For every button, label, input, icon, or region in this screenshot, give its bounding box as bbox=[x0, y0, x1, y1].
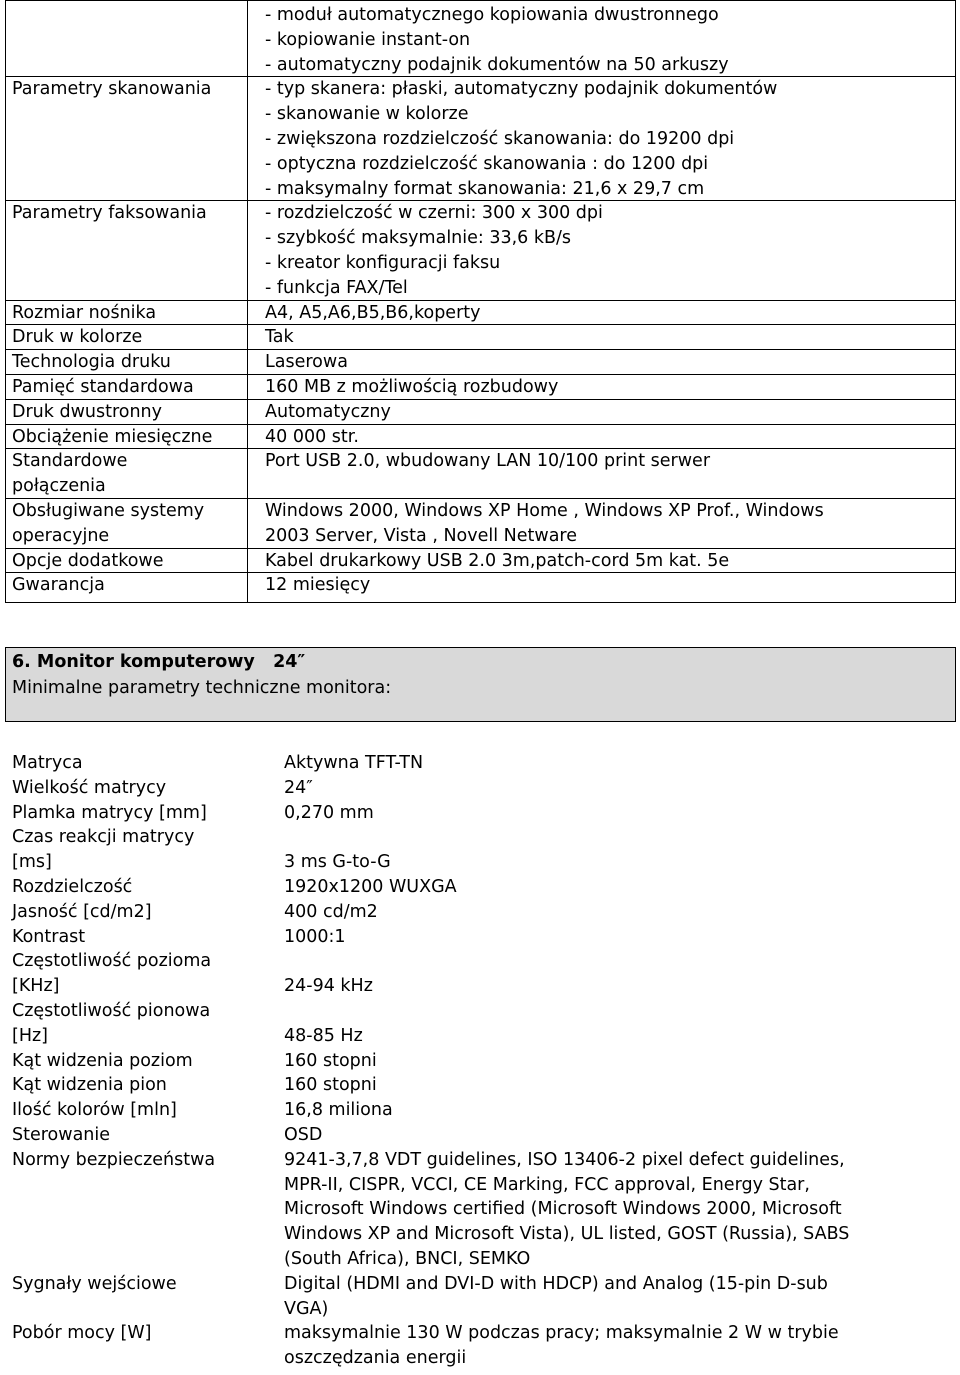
row-label: Gwarancja bbox=[12, 575, 105, 596]
row-value: Tak bbox=[265, 327, 294, 348]
row-value: - kopiowanie instant-on bbox=[265, 29, 471, 50]
row-value: - moduł automatycznego kopiowania dwustronnego bbox=[265, 5, 719, 25]
row-label: Obsługiwane systemy bbox=[12, 501, 205, 521]
row-value: - kreator konfiguracji faksu bbox=[265, 253, 501, 273]
spec-value: 24″ bbox=[284, 777, 313, 798]
row-value: - szybkość maksymalnie: 33,6 kB/s bbox=[265, 228, 572, 249]
row-value: Windows 2000, Windows XP Home , Windows XP Prof., Windows bbox=[265, 501, 824, 521]
spec-value: OSD bbox=[284, 1125, 323, 1145]
spec-label: Częstotliwość pionowa bbox=[12, 1001, 211, 1021]
spec-label: Plamka matrycy [mm] bbox=[12, 802, 207, 823]
row-value: - rozdzielczość w czerni: 300 x 300 dpi bbox=[265, 203, 603, 224]
spec-value: 48-85 Hz bbox=[284, 1025, 363, 1046]
row-label: Druk w kolorze bbox=[12, 327, 143, 348]
row-value: - zwiększona rozdzielczość skanowania: do 19200 dpi bbox=[265, 129, 735, 149]
spec-value: maksymalnie 130 W podczas pracy; maksymalnie 2 W w trybie bbox=[284, 1323, 839, 1344]
spec-label: Matryca bbox=[12, 753, 83, 773]
spec-value: VGA) bbox=[284, 1298, 329, 1319]
row-label: Rozmiar nośnika bbox=[12, 302, 157, 323]
spec-value: MPR-II, CISPR, VCCI, CE Marking, FCC approval, Energy Star, bbox=[284, 1174, 810, 1195]
spec-value: Microsoft Windows certified (Microsoft Windows 2000, Microsoft bbox=[284, 1199, 842, 1220]
row-value: - skanowanie w kolorze bbox=[265, 104, 469, 125]
spec-value: Windows XP and Microsoft Vista), UL listed, GOST (Russia), SABS bbox=[284, 1224, 850, 1245]
spec-value: 160 stopni bbox=[284, 1075, 377, 1096]
spec-label: Czas reakcji matrycy bbox=[12, 827, 195, 848]
spec-label: Wielkość matrycy bbox=[12, 777, 167, 798]
row-value: Port USB 2.0, wbudowany LAN 10/100 print serwer bbox=[265, 451, 711, 472]
row-value: - maksymalny format skanowania: 21,6 x 29,7 cm bbox=[265, 178, 705, 199]
spec-label: Jasność [cd/m2] bbox=[12, 901, 152, 922]
spec-label: Sterowanie bbox=[12, 1125, 111, 1145]
spec-value: Aktywna TFT-TN bbox=[284, 753, 424, 773]
row-label: Standardowe bbox=[12, 451, 128, 472]
spec-label: Ilość kolorów [mln] bbox=[12, 1100, 177, 1121]
row-label: Technologia druku bbox=[12, 352, 171, 373]
spec-value: oszczędzania energii bbox=[284, 1348, 467, 1369]
spec-value: 400 cd/m2 bbox=[284, 901, 378, 922]
row-label: Parametry skanowania bbox=[12, 79, 212, 100]
row-value: Laserowa bbox=[265, 352, 348, 373]
row-value: - funkcja FAX/Tel bbox=[265, 277, 408, 298]
spec-label: Kąt widzenia pion bbox=[12, 1075, 167, 1096]
row-value: 160 MB z możliwością rozbudowy bbox=[265, 377, 559, 397]
spec-label: Rozdzielczość bbox=[12, 877, 133, 897]
spec-value: 9241-3,7,8 VDT guidelines, ISO 13406-2 pixel defect guidelines, bbox=[284, 1149, 845, 1170]
row-label: Pamięć standardowa bbox=[12, 377, 194, 397]
row-value: Automatyczny bbox=[265, 401, 391, 422]
spec-value: 1000:1 bbox=[284, 926, 346, 947]
spec-label: Normy bezpieczeństwa bbox=[12, 1149, 216, 1170]
spec-value: 24-94 kHz bbox=[284, 976, 373, 997]
row-value: Kabel drukarkowy USB 2.0 3m,patch-cord 5m kat. 5e bbox=[265, 550, 730, 571]
spec-label: [KHz] bbox=[12, 976, 60, 997]
row-label: Parametry faksowania bbox=[12, 203, 207, 224]
spec-value: 160 stopni bbox=[284, 1050, 377, 1071]
row-value: 40 000 str. bbox=[265, 426, 359, 447]
row-value: A4, A5,A6,B5,B6,koperty bbox=[265, 302, 481, 323]
row-value: - automatyczny podajnik dokumentów na 50 arkuszy bbox=[265, 54, 729, 75]
row-value: 2003 Server, Vista , Novell Netware bbox=[265, 525, 577, 546]
section-title: 6. Monitor komputerowy 24″ bbox=[12, 652, 306, 672]
spec-label: [Hz] bbox=[12, 1025, 48, 1046]
row-value: - typ skanera: płaski, automatyczny podajnik dokumentów bbox=[265, 79, 778, 100]
row-label: Opcje dodatkowe bbox=[12, 550, 164, 571]
row-label: połączenia bbox=[12, 476, 106, 497]
row-label: Druk dwustronny bbox=[12, 401, 163, 422]
spec-value: (South Africa), BNCI, SEMKO bbox=[284, 1249, 531, 1269]
spec-label: [ms] bbox=[12, 852, 52, 873]
row-value: 12 miesięcy bbox=[265, 575, 371, 596]
row-label: operacyjne bbox=[12, 525, 110, 546]
spec-value: Digital (HDMI and DVI-D with HDCP) and Analog (15-pin D-sub bbox=[284, 1273, 828, 1294]
spec-label: Pobór mocy [W] bbox=[12, 1323, 152, 1344]
spec-value: 3 ms G-to-G bbox=[284, 852, 391, 873]
spec-value: 0,270 mm bbox=[284, 802, 374, 823]
row-label: Obciążenie miesięczne bbox=[12, 426, 213, 447]
spec-label: Kontrast bbox=[12, 926, 86, 947]
section-subtitle: Minimalne parametry techniczne monitora: bbox=[12, 678, 392, 698]
spec-label: Częstotliwość pozioma bbox=[12, 951, 212, 972]
spec-value: 16,8 miliona bbox=[284, 1100, 393, 1121]
spec-label: Sygnały wejściowe bbox=[12, 1273, 177, 1294]
spec-value: 1920x1200 WUXGA bbox=[284, 877, 457, 897]
row-value: - optyczna rozdzielczość skanowania : do 1200 dpi bbox=[265, 153, 709, 174]
spec-label: Kąt widzenia poziom bbox=[12, 1050, 193, 1071]
